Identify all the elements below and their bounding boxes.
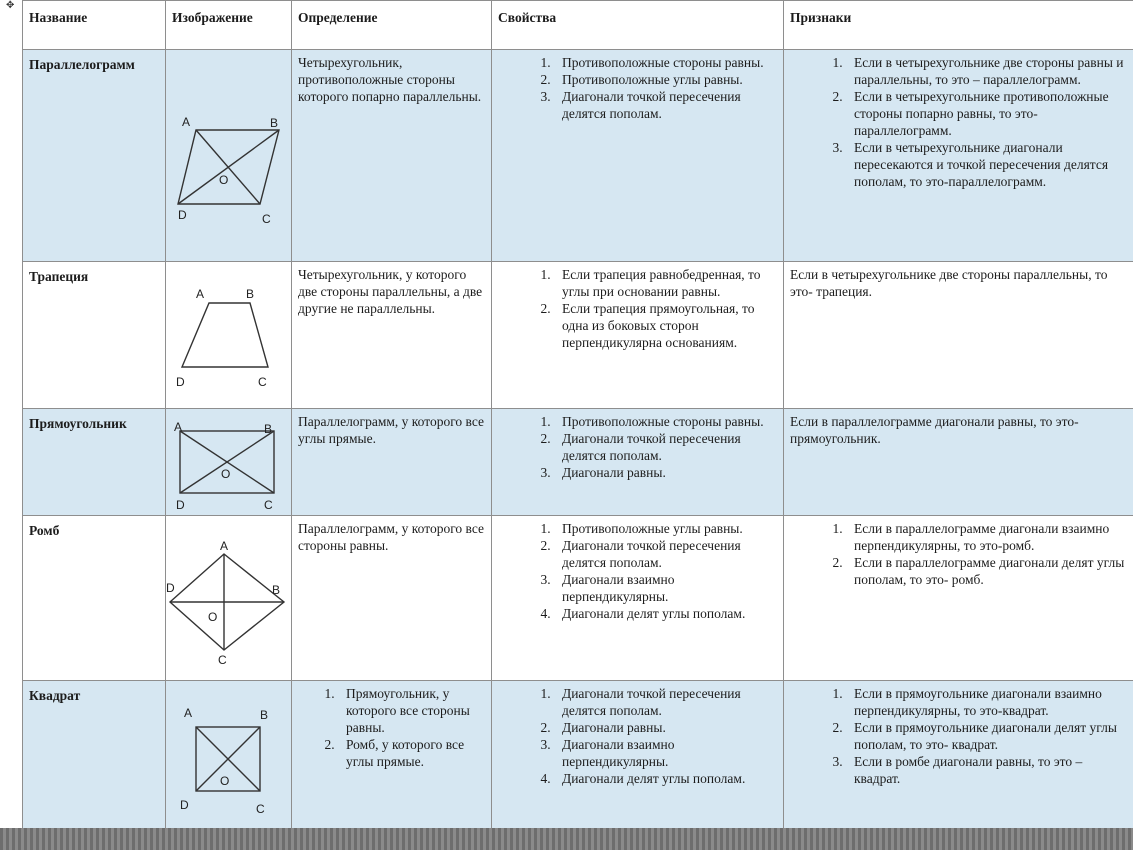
header-image: Изображение	[166, 1, 292, 50]
cell-definition: Четырехугольник, противоположные стороны которого попарно параллельны.	[292, 50, 492, 262]
properties-list	[498, 413, 777, 481]
list-item: 3. Если в ромбе диагонали равны, то это – квадрат.	[846, 753, 1127, 787]
header-definition: Определение	[292, 1, 492, 50]
table-header-row	[23, 1, 1133, 50]
header-properties: Свойства	[492, 1, 784, 50]
vertex-label-c: C	[256, 802, 265, 816]
list-item: 2. Если в прямоугольнике диагонали делят углы пополам, то это- квадрат.	[846, 719, 1127, 753]
left-margin	[0, 0, 22, 828]
list-item: 1. Если в прямоугольнике диагонали взаимно перпендикулярны, то это-квадрат.	[846, 685, 1127, 719]
cell-signs: Если в четырехугольнике две стороны параллельны, то это- трапеция.	[784, 262, 1133, 409]
cell-properties	[492, 516, 784, 681]
list-item: 1. Если трапеция равнобедренная, то углы при основании равны.	[554, 266, 777, 300]
list-item: 2. Ромб, у которого все углы прямые.	[338, 736, 485, 770]
table-row-rhombus	[23, 516, 1133, 681]
list-item: 1. Противоположные стороны равны.	[554, 413, 777, 430]
vertex-label-d: D	[180, 798, 189, 812]
bottom-border-band	[0, 828, 1133, 850]
cell-properties	[492, 409, 784, 516]
header-name: Название	[23, 1, 166, 50]
center-label-o: O	[221, 467, 231, 481]
cell-properties	[492, 50, 784, 262]
vertex-label-c: C	[258, 375, 267, 389]
cell-image	[166, 516, 292, 681]
center-label-o: O	[219, 173, 229, 187]
cell-name: Параллелограмм	[23, 50, 166, 262]
rhombus-figure	[166, 516, 292, 680]
cell-image	[166, 681, 292, 836]
vertex-label-c: C	[262, 212, 271, 226]
table-row-parallelogram	[23, 50, 1133, 262]
list-item: 2. Противоположные углы равны.	[554, 71, 777, 88]
vertex-label-d: D	[166, 581, 175, 595]
cell-image	[166, 262, 292, 409]
cell-name: Ромб	[23, 516, 166, 681]
vertex-label-a: A	[184, 706, 193, 720]
vertex-label-d: D	[176, 498, 185, 512]
cell-definition: Параллелограмм, у которого все углы прямые.	[292, 409, 492, 516]
list-item: 1. Диагонали точкой пересечения делятся пополам.	[554, 685, 777, 719]
cell-name: Прямоугольник	[23, 409, 166, 516]
cell-definition	[292, 681, 492, 836]
rectangle-figure	[166, 409, 292, 515]
cell-properties	[492, 681, 784, 836]
vertex-label-b: B	[260, 708, 269, 722]
vertex-label-a: A	[174, 420, 183, 434]
cell-properties	[492, 262, 784, 409]
vertex-label-c: C	[218, 653, 227, 667]
cell-signs	[784, 50, 1133, 262]
cell-signs	[784, 516, 1133, 681]
table-row-square	[23, 681, 1133, 836]
vertex-label-c: C	[264, 498, 273, 512]
cell-name: Квадрат	[23, 681, 166, 836]
signs-list	[790, 54, 1127, 190]
list-item: 2. Если трапеция прямоугольная, то одна из боковых сторон перпендикулярна основаниям.	[554, 300, 777, 351]
list-item: 3. Если в четырехугольнике диагонали пересекаются и точкой пересечения делятся пополам, то это-параллелограмм.	[846, 139, 1127, 190]
cell-signs: Если в параллелограмме диагонали равны, то это- прямоугольник.	[784, 409, 1133, 516]
properties-list	[498, 266, 777, 351]
square-figure	[166, 681, 292, 835]
table-row-rectangle	[23, 409, 1133, 516]
table-move-handle-icon[interactable]: ✥	[6, 0, 15, 11]
properties-list	[498, 54, 777, 122]
list-item: 3. Диагонали точкой пересечения делятся пополам.	[554, 88, 777, 122]
list-item: 1. Если в параллелограмме диагонали взаимно перпендикулярны, то это-ромб.	[846, 520, 1127, 554]
cell-image	[166, 409, 292, 516]
properties-list	[498, 520, 777, 622]
list-item: 2. Если в параллелограмме диагонали делят углы пополам, то это- ромб.	[846, 554, 1127, 588]
vertex-label-d: D	[178, 208, 187, 222]
list-item: 2. Диагонали равны.	[554, 719, 777, 736]
list-item: 1. Противоположные стороны равны.	[554, 54, 777, 71]
quadrilaterals-table	[22, 0, 1133, 836]
vertex-label-a: A	[182, 115, 191, 129]
cell-definition: Параллелограмм, у которого все стороны равны.	[292, 516, 492, 681]
list-item: 1. Прямоугольник, у которого все стороны равны.	[338, 685, 485, 736]
list-item: 4. Диагонали делят углы пополам.	[554, 605, 777, 622]
vertex-label-b: B	[264, 422, 273, 436]
list-item: 1. Если в четырехугольнике две стороны равны и параллельны, то это – параллелограмм.	[846, 54, 1127, 88]
cell-image	[166, 50, 292, 262]
list-item: 2. Диагонали точкой пересечения делятся пополам.	[554, 537, 777, 571]
vertex-label-b: B	[272, 583, 281, 597]
list-item: 2. Если в четырехугольнике противоположные стороны попарно равны, то это-параллелограмм.	[846, 88, 1127, 139]
list-item: 1. Противоположные углы равны.	[554, 520, 777, 537]
vertex-label-a: A	[196, 287, 205, 301]
table-row-trapezoid	[23, 262, 1133, 409]
trapezoid-figure	[166, 262, 292, 408]
geometry-table-page	[22, 0, 1133, 828]
vertex-label-d: D	[176, 375, 185, 389]
list-item: 3. Диагонали взаимно перпендикулярны.	[554, 571, 777, 605]
header-signs: Признаки	[784, 1, 1133, 50]
trapezoid-shape	[182, 303, 268, 367]
list-item: 2. Диагонали точкой пересечения делятся пополам.	[554, 430, 777, 464]
signs-list	[790, 520, 1127, 588]
list-item: 4. Диагонали делят углы пополам.	[554, 770, 777, 787]
center-label-o: O	[208, 610, 218, 624]
vertex-label-b: B	[246, 287, 255, 301]
center-label-o: O	[220, 774, 230, 788]
vertex-label-b: B	[270, 116, 279, 130]
definitions-list	[298, 685, 485, 770]
properties-list	[498, 685, 777, 787]
list-item: 3. Диагонали взаимно перпендикулярны.	[554, 736, 777, 770]
list-item: 3. Диагонали равны.	[554, 464, 777, 481]
signs-list	[790, 685, 1127, 787]
cell-definition: Четырехугольник, у которого две стороны параллельны, а две другие не параллельны.	[292, 262, 492, 409]
cell-signs	[784, 681, 1133, 836]
cell-name: Трапеция	[23, 262, 166, 409]
vertex-label-a: A	[220, 539, 229, 553]
parallelogram-figure	[166, 50, 292, 261]
